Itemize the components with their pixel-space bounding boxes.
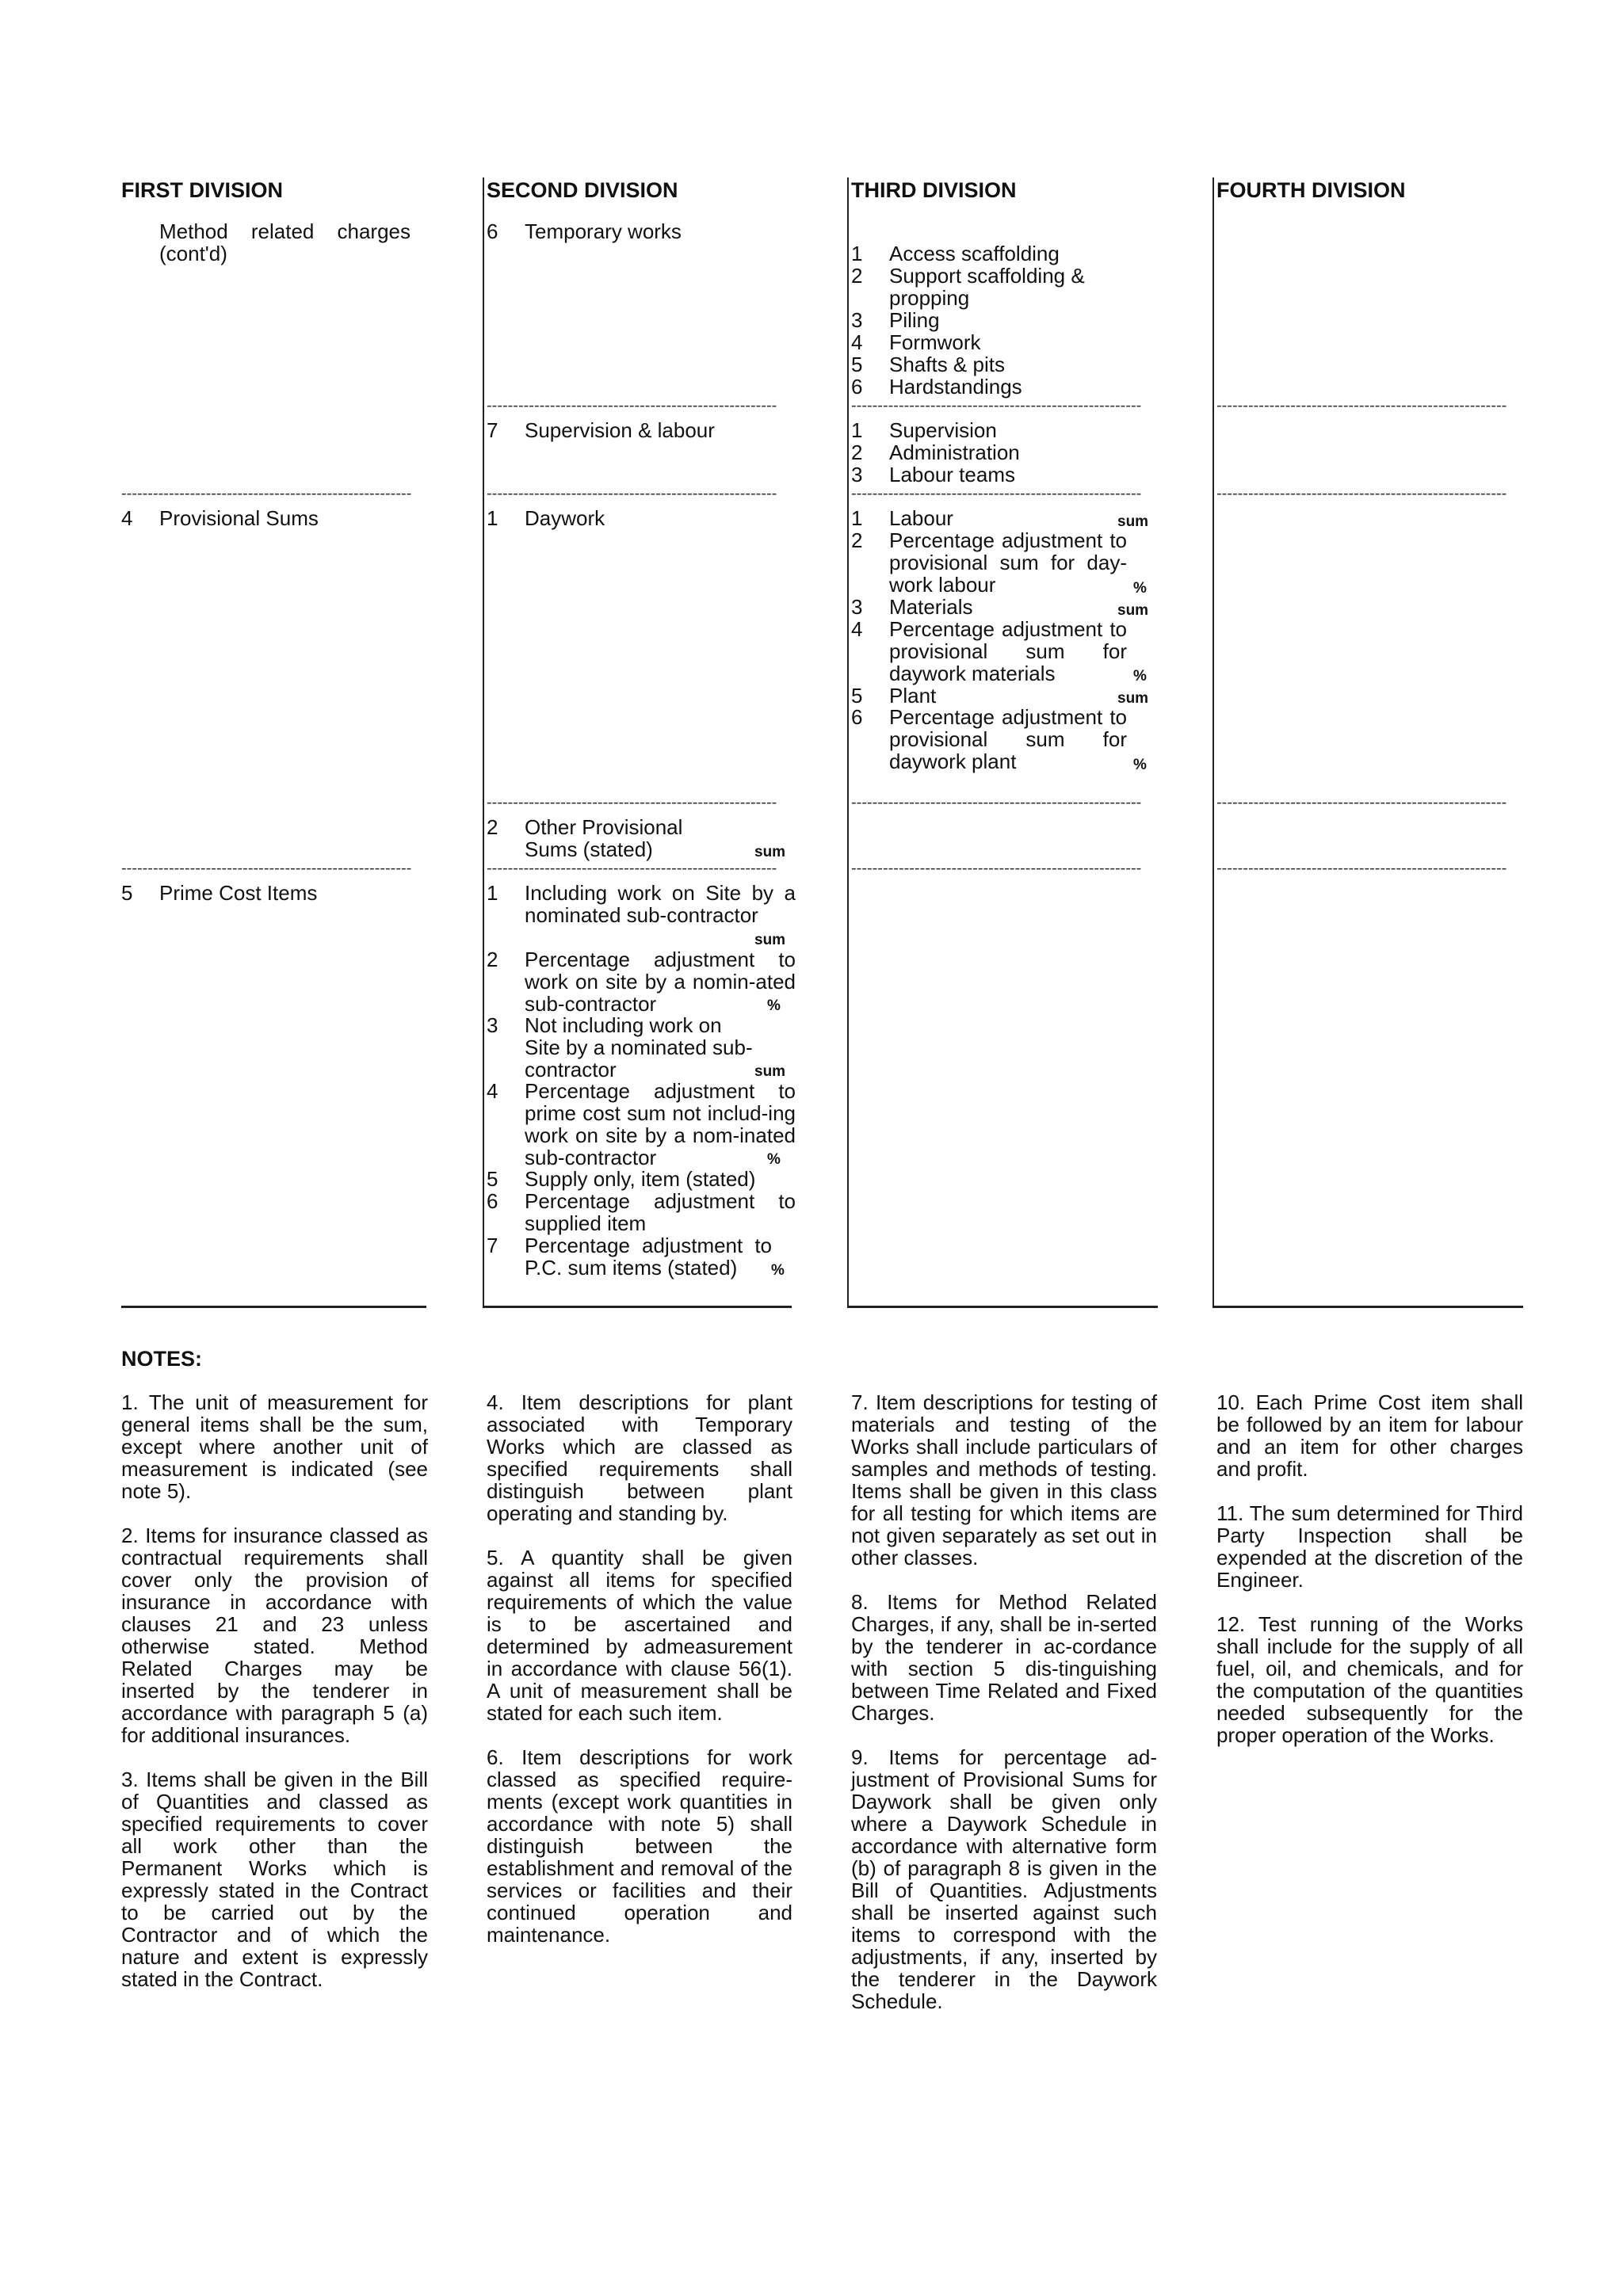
divider: ------------------------------------------------------- bbox=[121, 485, 412, 502]
prime-item: 7 Percentage adjustment to P.C. sum items (stated) bbox=[487, 1234, 772, 1280]
fourth-bottom-rule bbox=[1212, 1306, 1523, 1308]
supervision-labour-row: 7 Supervision & labour bbox=[487, 418, 715, 442]
divider: ------------------------------------------------------- bbox=[851, 794, 1142, 811]
note-10: 10. Each Prime Cost item shall be followed by an item for labour and an item for other charges and profit. bbox=[1216, 1390, 1523, 1481]
note-7: 7. Item descriptions for testing of materials and testing of the Works shall include particulars of samples and methods of testing. Items shall be given in this class for all testing for which items are not given separately as set out in other classes. bbox=[851, 1390, 1157, 1569]
temporary-item: 4 Formwork bbox=[851, 330, 981, 354]
divider: ------------------------------------------------------- bbox=[851, 485, 1142, 502]
daywork-item: 5 Plant bbox=[851, 684, 937, 707]
supervision-item: 3 Labour teams bbox=[851, 463, 1015, 486]
note-8: 8. Items for Method Related Charges, if any, shall be in-serted by the tenderer in ac-cordance with section 5 dis-tinguishing between Time Related and Fixed Charges. bbox=[851, 1590, 1157, 1725]
prime-cost-row: 5 Prime Cost Items bbox=[121, 881, 318, 905]
percent-marker: % bbox=[767, 997, 781, 1014]
note-6: 6. Item descriptions for work classed as specified require-ments (except work quantities in accordance with note 5) shall distinguish between the establishment and removal of the services or facilities and their continued operation and maintenance. bbox=[487, 1745, 792, 1947]
prime-item: 6 Percentage adjustment to supplied item bbox=[487, 1189, 796, 1235]
divider: ------------------------------------------------------- bbox=[1216, 485, 1507, 502]
note-12: 12. Test running of the Works shall include for the supply of all fuel, oil, and chemicals, and for the computation of the quantities needed subsequently for the proper operation of the Works. bbox=[1216, 1612, 1523, 1747]
temporary-item: 1 Access scaffolding bbox=[851, 242, 1060, 265]
supervision-item: 1 Supervision bbox=[851, 418, 997, 442]
third-division-header: THIRD DIVISION bbox=[851, 178, 1017, 202]
note-3: 3. Items shall be given in the Bill of Quantities and classed as specified requirements to cover all work other than the Permanent Works which is expressly stated in the Contract to be carried out by the Contractor and of which the nature and extent is expressly stated in the Contract. bbox=[121, 1768, 428, 1991]
temporary-item: 5 Shafts & pits bbox=[851, 353, 1005, 376]
method-related-text: Method related charges (cont'd) bbox=[159, 219, 411, 265]
percent-marker: % bbox=[767, 1151, 781, 1168]
sum-marker: sum bbox=[754, 1063, 786, 1080]
percent-marker: % bbox=[771, 1262, 785, 1279]
other-provisional-row: 2 Other Provisional Sums (stated) bbox=[487, 815, 683, 861]
second-division-rule bbox=[483, 177, 484, 1306]
second-bottom-rule bbox=[483, 1306, 792, 1308]
prime-item: 4 Percentage adjustment to prime cost sum not includ-ing work on site by a nom-inated sub-contractor bbox=[487, 1079, 796, 1169]
daywork-item: 4 Percentage adjustment to provisional sum for daywork materials bbox=[851, 617, 1127, 685]
notes-column-2 bbox=[487, 1391, 792, 1968]
notes-column-3 bbox=[851, 1391, 1157, 2035]
supervision-item: 2 Administration bbox=[851, 441, 1020, 464]
divider: ------------------------------------------------------- bbox=[121, 860, 412, 877]
sum-marker: sum bbox=[754, 932, 786, 948]
sum-marker: sum bbox=[754, 844, 786, 860]
daywork-item: 6 Percentage adjustment to provisional sum for daywork plant bbox=[851, 705, 1127, 773]
prime-item: 2 Percentage adjustment to work on site by a nomin-ated sub-contractor bbox=[487, 948, 796, 1016]
divider: ------------------------------------------------------- bbox=[1216, 397, 1507, 414]
notes-title: NOTES: bbox=[121, 1347, 203, 1371]
note-5: 5. A quantity shall be given against all items for specified requirements of which the value is to be ascertained and determined by admeasurement in accordance with clause 56(1). A unit of measurement shall be stated for each such item. bbox=[487, 1546, 792, 1725]
notes-column-4 bbox=[1216, 1391, 1523, 1768]
first-division-header: FIRST DIVISION bbox=[121, 178, 284, 202]
temporary-item: 2 Support scaffolding & propping bbox=[851, 264, 1085, 310]
daywork-item: 1 Labour bbox=[851, 506, 953, 530]
temporary-item: 6 Hardstandings bbox=[851, 375, 1022, 399]
percent-marker: % bbox=[1133, 580, 1147, 597]
provisional-sums-row: 4 Provisional Sums bbox=[121, 506, 319, 530]
divider: ------------------------------------------------------- bbox=[1216, 860, 1507, 877]
temporary-item: 3 Piling bbox=[851, 308, 940, 332]
divider: ------------------------------------------------------- bbox=[487, 860, 777, 877]
prime-item: 3 Not including work on Site by a nominated sub-contractor bbox=[487, 1013, 753, 1081]
percent-marker: % bbox=[1133, 757, 1147, 773]
note-2: 2. Items for insurance classed as contractual requirements shall cover only the provision of insurance in accordance with clauses 21 and 23 unless otherwise stated. Method Related Charges may be inserted by the tenderer in accordance with paragraph 5 (a) for additional insurances. bbox=[121, 1524, 428, 1747]
divider: ------------------------------------------------------- bbox=[851, 397, 1142, 414]
sum-marker: sum bbox=[1117, 690, 1149, 707]
third-division-rule bbox=[847, 177, 849, 1306]
note-9: 9. Items for percentage ad-justment of Provisional Sums for Daywork shall be given only where a Daywork Schedule in accordance with alternative form (b) of paragraph 8 is given in the Bill of Quantities. Adjustments shall be inserted against such items to correspond with the adjustments, if any, inserted by the tenderer in the Daywork Schedule. bbox=[851, 1745, 1157, 2013]
second-division-header: SECOND DIVISION bbox=[487, 178, 678, 202]
first-bottom-rule bbox=[121, 1306, 426, 1308]
daywork-item: 2 Percentage adjustment to provisional sum for day-work labour bbox=[851, 528, 1127, 597]
note-1: 1. The unit of measurement for general items shall be the sum, except where another unit of measurement is indicated (see note 5). bbox=[121, 1390, 428, 1503]
prime-item: 1 Including work on Site by a nominated sub-contractor bbox=[487, 881, 796, 927]
divider: ------------------------------------------------------- bbox=[1216, 794, 1507, 811]
percent-marker: % bbox=[1133, 668, 1147, 685]
fourth-division-rule bbox=[1212, 177, 1214, 1306]
temporary-works-row: 6 Temporary works bbox=[487, 219, 682, 243]
daywork-item: 3 Materials bbox=[851, 595, 973, 619]
third-bottom-rule bbox=[847, 1306, 1158, 1308]
note-11: 11. The sum determined for Third Party Inspection shall be expended at the discretion of the Engineer. bbox=[1216, 1501, 1523, 1592]
divider: ------------------------------------------------------- bbox=[487, 794, 777, 811]
prime-item: 5 Supply only, item (stated) bbox=[487, 1167, 756, 1191]
fourth-division-header: FOURTH DIVISION bbox=[1216, 178, 1406, 202]
sum-marker: sum bbox=[1117, 513, 1149, 530]
daywork-row: 1 Daywork bbox=[487, 506, 605, 530]
note-4: 4. Item descriptions for plant associated with Temporary Works which are classed as specified requirements shall distinguish between plant operating and standing by. bbox=[487, 1390, 792, 1525]
sum-marker: sum bbox=[1117, 602, 1149, 619]
divider: ------------------------------------------------------- bbox=[851, 860, 1142, 877]
divider: ------------------------------------------------------- bbox=[487, 397, 777, 414]
method-related-row bbox=[121, 220, 411, 265]
notes-column-1 bbox=[121, 1391, 428, 2012]
divider: ------------------------------------------------------- bbox=[487, 485, 777, 502]
